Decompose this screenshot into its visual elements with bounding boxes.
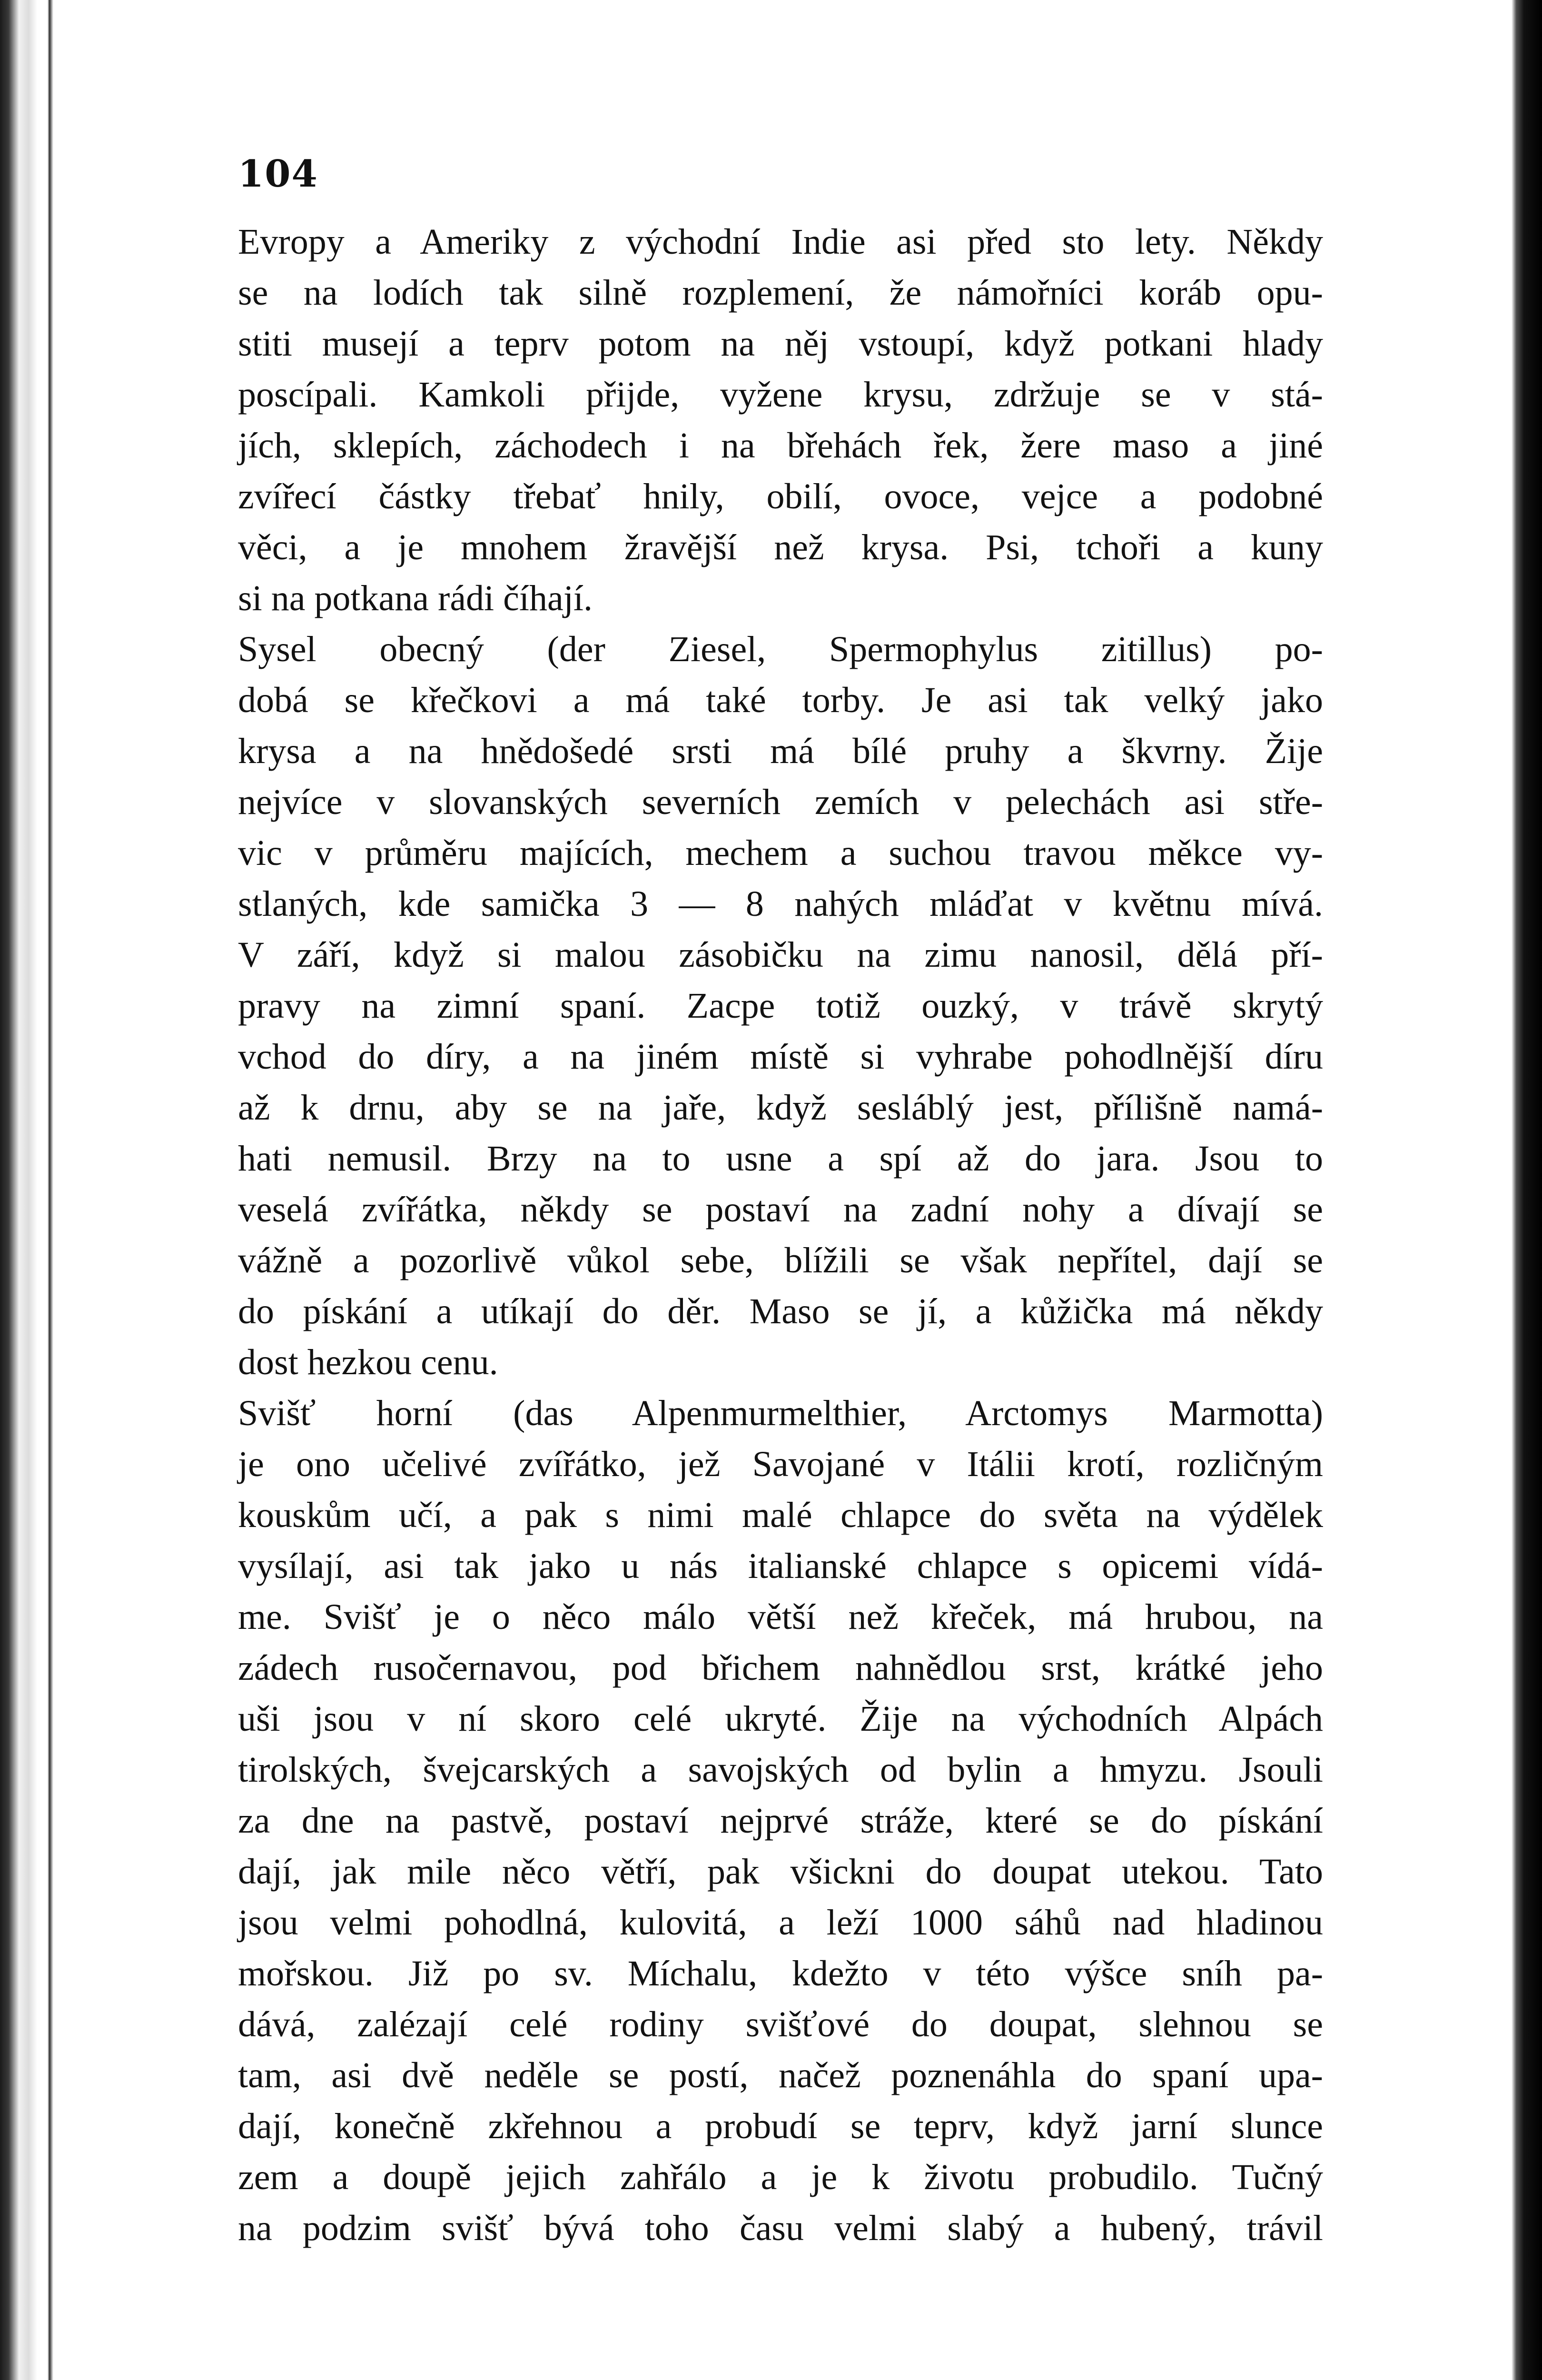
text-line: stiti musejí a teprv potom na něj vstoupí, když potkani hlady	[238, 324, 1323, 364]
text-line: Svišť horní (das Alpenmurmelthier, Arctomys Marmotta)	[238, 1393, 1323, 1433]
text-line: vysílají, asi tak jako u nás italianské chlapce s opicemi vídá-	[238, 1546, 1323, 1586]
text-line: mořskou. Již po sv. Míchalu, kdežto v této výšce sníh pa-	[238, 1954, 1323, 1993]
text-line: dost hezkou cenu.	[238, 1342, 498, 1382]
text-line: vážně a pozorlivě vůkol sebe, blížili se však nepřítel, dají se	[238, 1240, 1323, 1280]
text-line: dají, konečně zkřehnou a probudí se teprv, když jarní slunce	[238, 2106, 1323, 2146]
text-line: zem a doupě jejich zahřálo a je k životu probudilo. Tučný	[238, 2157, 1323, 2197]
text-line: me. Svišť je o něco málo větší než křeček, má hrubou, na	[238, 1597, 1323, 1637]
body-text	[238, 217, 1323, 2254]
text-line: je ono učelivé zvířátko, jež Savojané v Itálii krotí, rozličným	[238, 1444, 1323, 1484]
text-line: stlaných, kde samička 3 — 8 nahých mláďat v květnu mívá.	[238, 884, 1323, 924]
text-line: zvířecí částky třebať hnily, obilí, ovoce, vejce a podobné	[238, 476, 1323, 516]
text-line: uši jsou v ní skoro celé ukryté. Žije na východních Alpách	[238, 1699, 1323, 1739]
binding-edge	[0, 0, 62, 2380]
text-line: se na lodích tak silně rozplemení, že námořníci koráb opu-	[238, 273, 1323, 313]
text-line: na podzim svišť bývá toho času velmi slabý a hubený, trávil	[238, 2208, 1323, 2248]
text-line: za dne na pastvě, postaví nejprvé stráže, které se do pískání	[238, 1801, 1323, 1841]
scan-edge	[1512, 0, 1542, 2380]
text-line: do pískání a utíkají do děr. Maso se jí, a kůžička má někdy	[238, 1291, 1323, 1331]
text-line: vchod do díry, a na jiném místě si vyhrabe pohodlnější díru	[238, 1037, 1323, 1077]
text-line: dává, zalézají celé rodiny svišťové do doupat, slehnou se	[238, 2004, 1323, 2044]
text-line: tam, asi dvě neděle se postí, načež poznenáhla do spaní upa-	[238, 2055, 1323, 2095]
text-line: dobá se křečkovi a má také torby. Je asi tak velký jako	[238, 680, 1323, 720]
text-line: zádech rusočernavou, pod břichem nahnědlou srst, krátké jeho	[238, 1648, 1323, 1688]
text-line: poscípali. Kamkoli přijde, vyžene krysu, zdržuje se v stá-	[238, 375, 1323, 415]
text-line: tirolských, švejcarských a savojských od bylin a hmyzu. Jsouli	[238, 1750, 1323, 1790]
text-line: kouskům učí, a pak s nimi malé chlapce do světa na výdělek	[238, 1495, 1323, 1535]
text-line: krysa a na hnědošedé srsti má bílé pruhy a škvrny. Žije	[238, 731, 1323, 771]
text-line: Evropy a Ameriky z východní Indie asi před sto lety. Někdy	[238, 222, 1323, 262]
text-line: veselá zvířátka, někdy se postaví na zadní nohy a dívají se	[238, 1190, 1323, 1230]
page-number: 104	[238, 152, 318, 196]
text-line: hati nemusil. Brzy na to usne a spí až do jara. Jsou to	[238, 1139, 1323, 1179]
text-line: dají, jak mile něco větří, pak všickni do doupat utekou. Tato	[238, 1852, 1323, 1892]
text-line: pravy na zimní spaní. Zacpe totiž ouzký, v trávě skrytý	[238, 986, 1323, 1026]
text-line: Sysel obecný (der Ziesel, Spermophylus zitillus) po-	[238, 629, 1323, 669]
text-line: až k drnu, aby se na jaře, když sesláblý jest, přílišně namá-	[238, 1088, 1323, 1128]
text-line: jsou velmi pohodlná, kulovitá, a leží 1000 sáhů nad hladinou	[238, 1903, 1323, 1943]
text-line: jích, sklepích, záchodech i na břehách řek, žere maso a jiné	[238, 426, 1323, 466]
text-line: si na potkana rádi číhají.	[238, 578, 593, 618]
text-line: V září, když si malou zásobičku na zimu nanosil, dělá pří-	[238, 935, 1323, 975]
text-line: nejvíce v slovanských severních zemích v pelechách asi stře-	[238, 782, 1323, 822]
text-line: věci, a je mnohem žravější než krysa. Psi, tchoři a kuny	[238, 527, 1323, 567]
text-line: vic v průměru majících, mechem a suchou travou měkce vy-	[238, 833, 1323, 873]
